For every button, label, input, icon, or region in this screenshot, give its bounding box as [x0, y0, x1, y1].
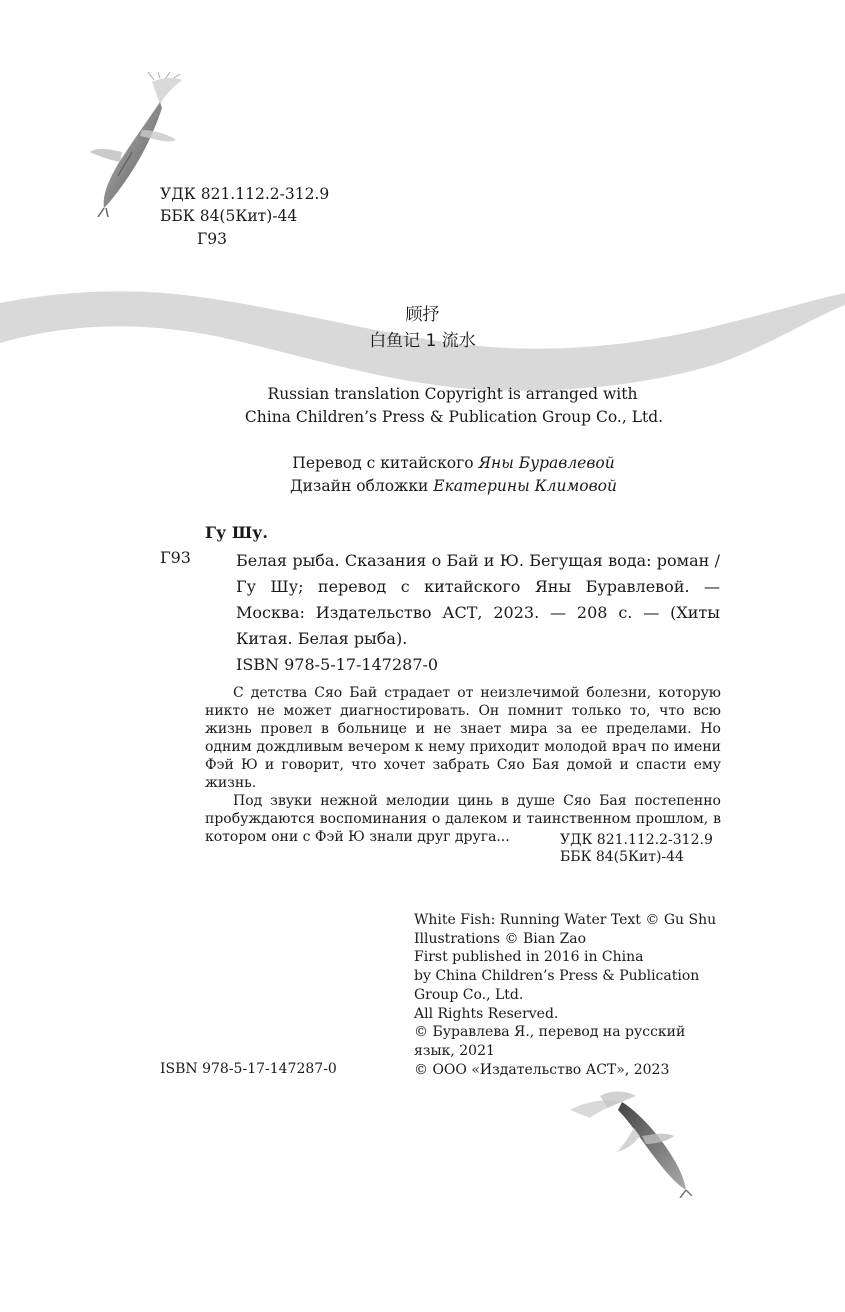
rights-line: язык, 2021 [414, 1042, 495, 1059]
annotation [205, 684, 721, 846]
bibliography-code: Г93 [160, 548, 191, 567]
chinese-author: 顾抒 [405, 305, 440, 325]
rights-block [414, 911, 716, 1079]
translator-credit [0, 452, 845, 474]
author-sign-top: Г93 [197, 230, 227, 248]
rights-line: Group Co., Ltd. [414, 986, 524, 1003]
rights-line: by China Children’s Press & Publication [414, 968, 700, 985]
bibliography-isbn: ISBN 978-5-17-147287-0 [236, 655, 439, 674]
bibliography-description: Белая рыба. Сказания о Бай и Ю. Бегущая вода: роман / Гу Шу; перевод с китайского Яны Буравлевой. — Москва: Издательство АСТ, 2023. — 208 с. — (Хиты Китая. Белая рыба). [236, 551, 720, 648]
rights-line: © ООО «Издательство АСТ», 2023 [414, 1061, 670, 1078]
designer-credit [0, 475, 845, 497]
bbk-code-top: ББК 84(5Кит)-44 [160, 207, 298, 225]
udk-code-top: УДК 821.112.2-312.9 [160, 185, 330, 203]
chinese-title: 白鱼记 1 流水 [369, 331, 476, 351]
rights-line: Illustrations © Bian Zao [414, 930, 587, 947]
translator-prefix: Перевод с китайского [292, 454, 479, 472]
footer-isbn: ISBN 978-5-17-147287-0 [160, 1061, 337, 1077]
translator-name: Яны Буравлевой [478, 454, 615, 472]
copyright-en-line1: Russian translation Copyright is arranged with [267, 385, 638, 403]
designer-name: Екатерины Климовой [433, 477, 617, 495]
rights-line: All Rights Reserved. [414, 1005, 559, 1022]
rights-line: © Буравлева Я., перевод на русский [414, 1024, 686, 1041]
designer-prefix: Дизайн обложки [290, 477, 434, 495]
rights-line: First published in 2016 in China [414, 949, 644, 966]
rights-line: White Fish: Running Water Text © Gu Shu [414, 912, 717, 928]
bbk-code-right: ББК 84(5Кит)-44 [560, 849, 684, 865]
bibliography-author: Гу Шу. [205, 523, 268, 542]
koi-fish-bottom-icon [560, 1088, 695, 1198]
annotation-paragraph-2: Под звуки нежной мелодии цинь в душе Сяо Бая постепенно пробуждаются воспоминания о далеком и таинственном прошлом, в котором они с Фэй Ю знали друг друга... [205, 793, 721, 845]
udk-code-right: УДК 821.112.2-312.9 [560, 832, 713, 848]
classification-right [560, 832, 713, 866]
annotation-paragraph-1: С детства Сяо Бай страдает от неизлечимой болезни, которую никто не может диагностировать. Он помнит только то, что всю жизнь провел в больнице и не знает мира за ее пределами. Но одним дождливым вечером к нему приходит молодой врач по имени Фэй Ю и говорит, что хочет забрать Сяо Бая домой и спасти ему жизнь. [205, 685, 721, 791]
copyright-en-line2: China Children’s Press & Publication Group Co., Ltd. [244, 408, 664, 426]
